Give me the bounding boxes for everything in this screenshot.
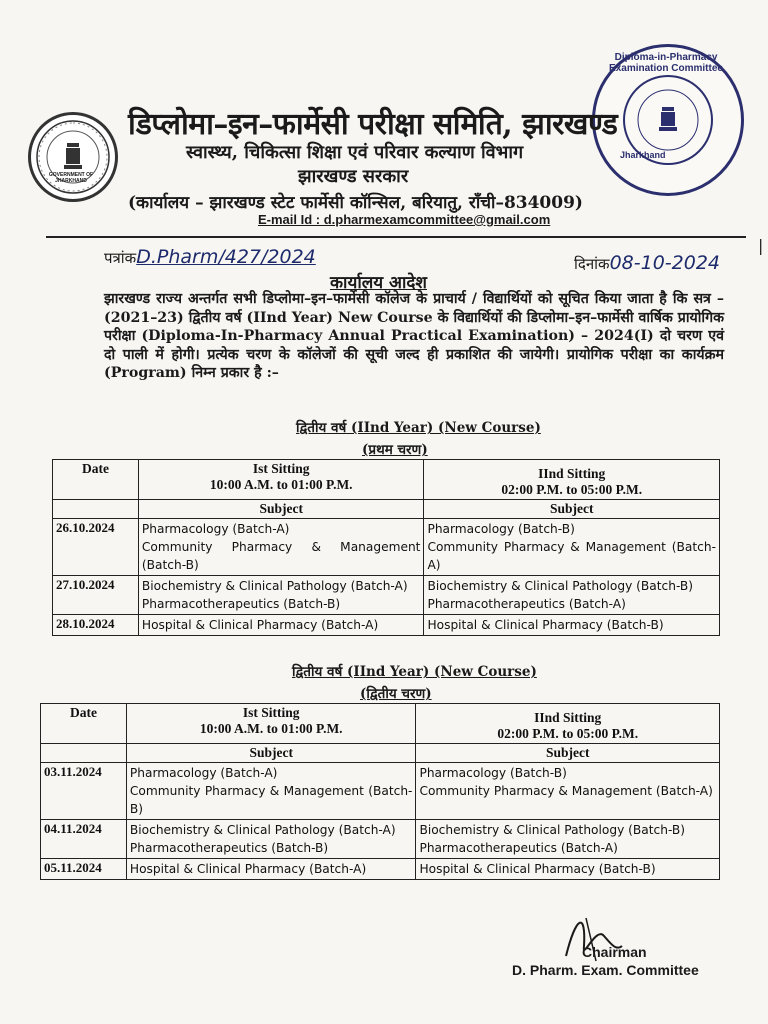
letter-date-value: 08-10-2024 — [609, 252, 721, 274]
exam-date: 03.11.2024 — [41, 763, 127, 820]
office-order-title: कार्यालय आदेश — [330, 273, 427, 293]
exam-date: 26.10.2024 — [53, 519, 139, 576]
second-sitting-subjects: Pharmacology (Batch-B) Community Pharmacy & Management (Batch-A) — [424, 519, 720, 576]
first-sitting-subjects: Pharmacology (Batch-A) Community Pharmacy & Management (Batch-B) — [138, 519, 424, 576]
emblem-icon — [31, 115, 115, 199]
letter-number-label: पत्रांक — [104, 249, 137, 267]
first-sitting-subjects: Hospital & Clinical Pharmacy (Batch-A) — [126, 859, 416, 880]
table-row — [41, 763, 720, 820]
state-emblem-logo — [28, 112, 118, 202]
phase1-year-heading: द्वितीय वर्ष (IInd Year) (New Course) — [296, 420, 541, 436]
second-sitting-subjects: Hospital & Clinical Pharmacy (Batch-B) — [416, 859, 720, 880]
stamp-sub: Jharkhand — [620, 150, 666, 160]
first-sitting-header: Ist Sitting 10:00 A.M. to 01:00 P.M. — [126, 704, 416, 744]
letter-number-value: D.Pharm/427/2024 — [136, 246, 316, 268]
first-sitting-subjects: Biochemistry & Clinical Pathology (Batch-A) Pharmacotherapeutics (Batch-B) — [138, 576, 424, 615]
letter-date-label: दिनांक — [574, 255, 610, 273]
table-row — [53, 576, 720, 615]
signatory-committee: D. Pharm. Exam. Committee — [512, 962, 699, 978]
phase1-schedule-table — [52, 459, 720, 636]
phase1-phase-heading: (प्रथम चरण) — [362, 442, 428, 458]
stamp-text: Diploma-in-Pharmacy Examination Committee — [609, 52, 723, 74]
table-header-row — [41, 704, 720, 744]
subject-header: Subject — [126, 744, 416, 763]
exam-date: 04.11.2024 — [41, 820, 127, 859]
subject-header: Subject — [416, 744, 720, 763]
second-sitting-subjects: Biochemistry & Clinical Pathology (Batch-B) Pharmacotherapeutics (Batch-A) — [416, 820, 720, 859]
first-sitting-subjects: Hospital & Clinical Pharmacy (Batch-A) — [138, 615, 424, 636]
second-sitting-subjects: Hospital & Clinical Pharmacy (Batch-B) — [424, 615, 720, 636]
exam-date: 27.10.2024 — [53, 576, 139, 615]
organisation-title: डिप्लोमा–इन–फार्मेसी परीक्षा समिति, झारखण्ड — [128, 107, 618, 142]
second-sitting-subjects: Biochemistry & Clinical Pathology (Batch-B) Pharmacotherapeutics (Batch-A) — [424, 576, 720, 615]
letter-number — [104, 246, 316, 268]
second-sitting-header: IInd Sitting 02:00 P.M. to 05:00 P.M. — [416, 704, 720, 744]
signatory-title: Chairman — [582, 944, 647, 960]
table-row — [53, 519, 720, 576]
office-address: (कार्यालय – झारखण्ड स्टेट फार्मेसी कॉन्सिल, बरियातु, राँची–834009) — [128, 193, 583, 213]
phase2-phase-heading: (द्वितीय चरण) — [360, 686, 432, 702]
table-row — [41, 820, 720, 859]
exam-date: 05.11.2024 — [41, 859, 127, 880]
subject-header: Subject — [424, 500, 720, 519]
order-body-text: झारखण्ड राज्य अन्तर्गत सभी डिप्लोमा–इन–फार्मेसी कॉलेज के प्राचार्य / विद्यार्थियों को सूचित किया जाता है कि सत्र – (2021–23) द्वितीय वर्ष (IInd Year) New Course के विद्यार्थियों की डिप्लोमा–इन–फार्मेसी वार्षिक प्रायोगिक परीक्षा (Diploma-In-Pharmacy Annual Practical Examination) – 2024(I) दो चरण एवं दो पाली में होगी। प्रत्येक चरण के कॉलेजों की सूची जल्द ही प्रकाशित की जायेगी। प्रायोगिक परीक्षा का कार्यक्रम (Program) निम्न प्रकार है :– — [104, 291, 724, 382]
empty-cell — [53, 500, 139, 519]
date-column-header: Date — [41, 704, 127, 744]
second-sitting-subjects: Pharmacology (Batch-B) Community Pharmacy & Management (Batch-A) — [416, 763, 720, 820]
date-column-header: Date — [53, 460, 139, 500]
first-sitting-subjects: Biochemistry & Clinical Pathology (Batch-A) Pharmacotherapeutics (Batch-B) — [126, 820, 416, 859]
subject-header-row — [41, 744, 720, 763]
emblem-caption: GOVERNMENT OF JHARKHAND — [48, 172, 94, 184]
table-header-row — [53, 460, 720, 500]
subject-header: Subject — [138, 500, 424, 519]
second-sitting-header: IInd Sitting 02:00 P.M. to 05:00 P.M. — [424, 460, 720, 500]
first-sitting-header: Ist Sitting 10:00 A.M. to 01:00 P.M. — [138, 460, 424, 500]
first-sitting-subjects: Pharmacology (Batch-A) Community Pharmacy & Management (Batch-B) — [126, 763, 416, 820]
exam-date: 28.10.2024 — [53, 615, 139, 636]
empty-cell — [41, 744, 127, 763]
letter-date — [574, 252, 720, 274]
table-row — [53, 615, 720, 636]
government-line: झारखण्ड सरकार — [298, 166, 409, 187]
subject-header-row — [53, 500, 720, 519]
department-line: स्वास्थ्य, चिकित्सा शिक्षा एवं परिवार कल्याण विभाग — [186, 142, 524, 163]
phase2-schedule-table — [40, 703, 720, 880]
phase2-year-heading: द्वितीय वर्ष (IInd Year) (New Course) — [292, 664, 537, 680]
header-divider — [46, 236, 746, 238]
table-row — [41, 859, 720, 880]
email-id[interactable]: E-mail Id : d.pharmexamcommittee@gmail.com — [258, 212, 551, 227]
edge-mark: | — [758, 236, 764, 255]
